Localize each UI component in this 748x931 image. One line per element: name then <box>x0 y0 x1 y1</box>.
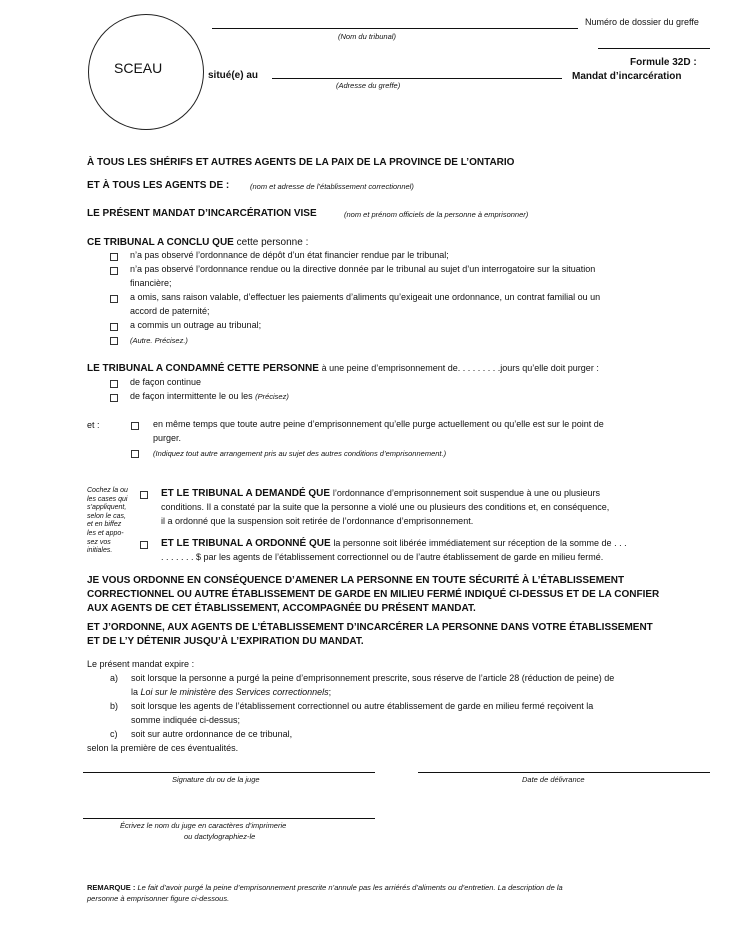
findings-lead: CE TRIBUNAL A CONCLU QUE <box>87 237 234 248</box>
expiry-b-label: b) <box>110 701 119 711</box>
suspension-checkbox[interactable] <box>140 491 148 499</box>
side-note <box>87 487 128 556</box>
concurrent-line-2: purger. <box>153 433 182 443</box>
finding-5-checkbox[interactable] <box>110 337 118 345</box>
expiry-a-label: a) <box>110 673 119 683</box>
remark-line-1: Le fait d’avoir purgé la peine d’emprisonnement prescrite n’annule pas les arriérés d’aliments ou d’entretien. La description de la <box>137 883 563 892</box>
continuous-label: de façon continue <box>130 377 202 387</box>
warrant-subject-lead: LE PRÉSENT MANDAT D’INCARCÉRATION VISE <box>87 208 317 219</box>
expiry-a-act-name: Loi sur le ministère des Services correctionnels <box>140 687 329 697</box>
finding-4-checkbox[interactable] <box>110 323 118 331</box>
finding-3-line-1: a omis, sans raison valable, d’effectuer les paiements d’aliments qu’exigeait une ordonnance, un contrat familial ou un <box>130 292 601 302</box>
suspension-line-3: il a ordonné que la suspension soit retirée de l’ordonnance d’emprisonnement. <box>161 516 474 526</box>
file-number-line <box>598 48 710 49</box>
registry-address-line <box>272 78 562 79</box>
finding-4: a commis un outrage au tribunal; <box>130 320 262 330</box>
continuous-checkbox[interactable] <box>110 380 118 388</box>
order-1-line: AUX AGENTS DE CET ÉTABLISSEMENT, ACCOMPAGNÉE DU PRÉSENT MANDAT. <box>87 603 476 614</box>
expiry-a-line-1: soit lorsque la personne a purgé la peine d’emprisonnement prescrite, sous réserve de l’article 28 (réduction de peine) de <box>131 673 615 683</box>
side-note-line: les et appo- <box>87 529 124 537</box>
remark-lead: REMARQUE : <box>87 883 136 892</box>
addressee-line-2-hint: (nom et adresse de l’établissement correctionnel) <box>250 182 414 191</box>
situated-at-label: situé(e) au <box>208 70 259 81</box>
side-note-line: initiales. <box>87 547 113 555</box>
expiry-end: selon la première de ces éventualités. <box>87 743 239 753</box>
expiry-b-line-1: soit lorsque les agents de l’établissement correctionnel ou autre établissement de garde en milieu fermé reçoivent la <box>131 701 594 711</box>
order-1-line: CORRECTIONNEL OU AUTRE ÉTABLISSEMENT DE GARDE EN MILIEU FERMÉ INDIQUÉ CI-DESSUS ET DE LA CONFIER <box>87 589 660 600</box>
finding-1-checkbox[interactable] <box>110 253 118 261</box>
issue-date-label: Date de délivrance <box>522 775 585 784</box>
order-2-line: ET DE L’Y DÉTENIR JUSQU’À L’EXPIRATION DU MANDAT. <box>87 636 364 647</box>
side-note-line: Cochez la ou <box>87 487 128 494</box>
judge-name-line <box>83 818 375 819</box>
suspension-lead: ET LE TRIBUNAL A DEMANDÉ QUE <box>161 488 331 499</box>
judge-signature-line <box>83 772 375 773</box>
finding-5-other: (Autre. Précisez.) <box>130 336 188 345</box>
remark-row <box>87 883 563 892</box>
finding-3-line-2: accord de paternité; <box>130 306 210 316</box>
finding-2-line-2: financière; <box>130 278 172 288</box>
judge-name-label-2: ou dactylographiez-le <box>184 832 256 841</box>
expiry-c-line-1: soit sur autre ordonnance de ce tribunal, <box>131 729 293 739</box>
findings-lead-row <box>87 237 308 248</box>
finding-1: n’a pas observé l’ordonnance de dépôt d’un état financier rendue par le tribunal; <box>130 250 449 260</box>
form-title: Mandat d’incarcération <box>572 71 682 82</box>
order-1-line: JE VOUS ORDONNE EN CONSÉQUENCE D’AMENER LA PERSONNE EN TOUTE SÉCURITÉ À L’ÉTABLISSEMENT <box>87 575 625 586</box>
suspension-line-2: conditions. Il a constaté par la suite que la personne a violé une ou plusieurs des conditions et, en conséquence, <box>161 502 610 512</box>
finding-2-line-1: n’a pas observé l’ordonnance rendue ou la directive donnée par le tribunal au sujet d’un interrogatoire sur la situation <box>130 264 596 274</box>
release-lead: ET LE TRIBUNAL A ORDONNÉ QUE <box>161 538 331 549</box>
other-arrangement-checkbox[interactable] <box>131 450 139 458</box>
intermittent-hint: (Précisez) <box>255 392 289 401</box>
order-2 <box>87 621 653 649</box>
seal-label: SCEAU <box>114 60 163 76</box>
order-1 <box>87 574 659 616</box>
side-note-line: sez vos <box>87 538 111 546</box>
concurrent-checkbox[interactable] <box>131 422 139 430</box>
judge-name-label-1: Écrivez le nom du juge en caractères d’imprimerie <box>120 821 287 830</box>
expiry-a-line-2 <box>131 687 331 697</box>
expiry-lead: Le présent mandat expire : <box>87 659 195 669</box>
release-checkbox[interactable] <box>140 541 148 549</box>
registry-address-hint: (Adresse du greffe) <box>336 81 401 90</box>
addressee-line-1: À TOUS LES SHÉRIFS ET AUTRES AGENTS DE LA PAIX DE LA PROVINCE DE L’ONTARIO <box>87 157 515 168</box>
court-name-line <box>212 28 578 29</box>
side-note-line: les cases qui <box>87 495 128 503</box>
remark-line-2: personne à emprisonner figure ci-dessous. <box>87 894 230 903</box>
side-note-line: s’appliquent, <box>87 504 127 512</box>
intermittent-checkbox[interactable] <box>110 394 118 402</box>
expiry-c-label: c) <box>110 729 118 739</box>
sentence-lead: LE TRIBUNAL A CONDAMNÉ CETTE PERSONNE <box>87 363 319 374</box>
sentence-row <box>87 363 599 374</box>
findings-lead-rest: cette personne : <box>236 237 309 248</box>
suspension-row <box>161 488 600 499</box>
other-arrangement-hint: (Indiquez tout autre arrangement pris au sujet des autres conditions d’emprisonnement.) <box>153 449 447 458</box>
release-row <box>161 538 627 549</box>
sentence-rest: à une peine d’emprisonnement de. . . . . . . . .jours qu’elle doit purger : <box>321 363 599 373</box>
intermittent-row <box>130 391 289 401</box>
judge-signature-label: Signature du ou de la juge <box>172 775 260 784</box>
concurrent-line-1: en même temps que toute autre peine d’emprisonnement qu’elle purge actuellement ou qu’elle est sur le point de <box>153 419 604 429</box>
release-line-1: la personne soit libérée immédiatement sur réception de la somme de . . . <box>333 538 627 548</box>
intermittent-label: de façon intermittente le ou les <box>130 391 253 401</box>
form-number: Formule 32D : <box>630 57 697 68</box>
file-number-label: Numéro de dossier du greffe <box>585 17 699 27</box>
expiry-b-line-2: somme indiquée ci-dessus; <box>131 715 241 725</box>
addressee-line-2-lead: ET À TOUS LES AGENTS DE : <box>87 180 230 191</box>
finding-2-checkbox[interactable] <box>110 267 118 275</box>
expiry-a-pre: la <box>131 687 139 697</box>
warrant-subject-hint: (nom et prénom officiels de la personne à emprisonner) <box>344 210 529 219</box>
release-line-2: . . . . . . . $ par les agents de l’établissement correctionnel ou de l’autre établissement de garde en milieu fermé. <box>161 552 604 562</box>
issue-date-line <box>418 772 710 773</box>
court-name-hint: (Nom du tribunal) <box>338 32 396 41</box>
et-label: et : <box>87 420 100 430</box>
order-2-line: ET J’ORDONNE, AUX AGENTS DE L’ÉTABLISSEMENT D’INCARCÉRER LA PERSONNE DANS VOTRE ÉTABLISSEMENT <box>87 622 653 633</box>
side-note-line: selon le cas, <box>87 512 126 520</box>
expiry-a-post: ; <box>328 687 332 697</box>
suspension-line-1: l’ordonnance d’emprisonnement soit suspendue à une ou plusieurs <box>332 488 601 498</box>
finding-3-checkbox[interactable] <box>110 295 118 303</box>
side-note-line: et en biffez <box>87 521 122 529</box>
